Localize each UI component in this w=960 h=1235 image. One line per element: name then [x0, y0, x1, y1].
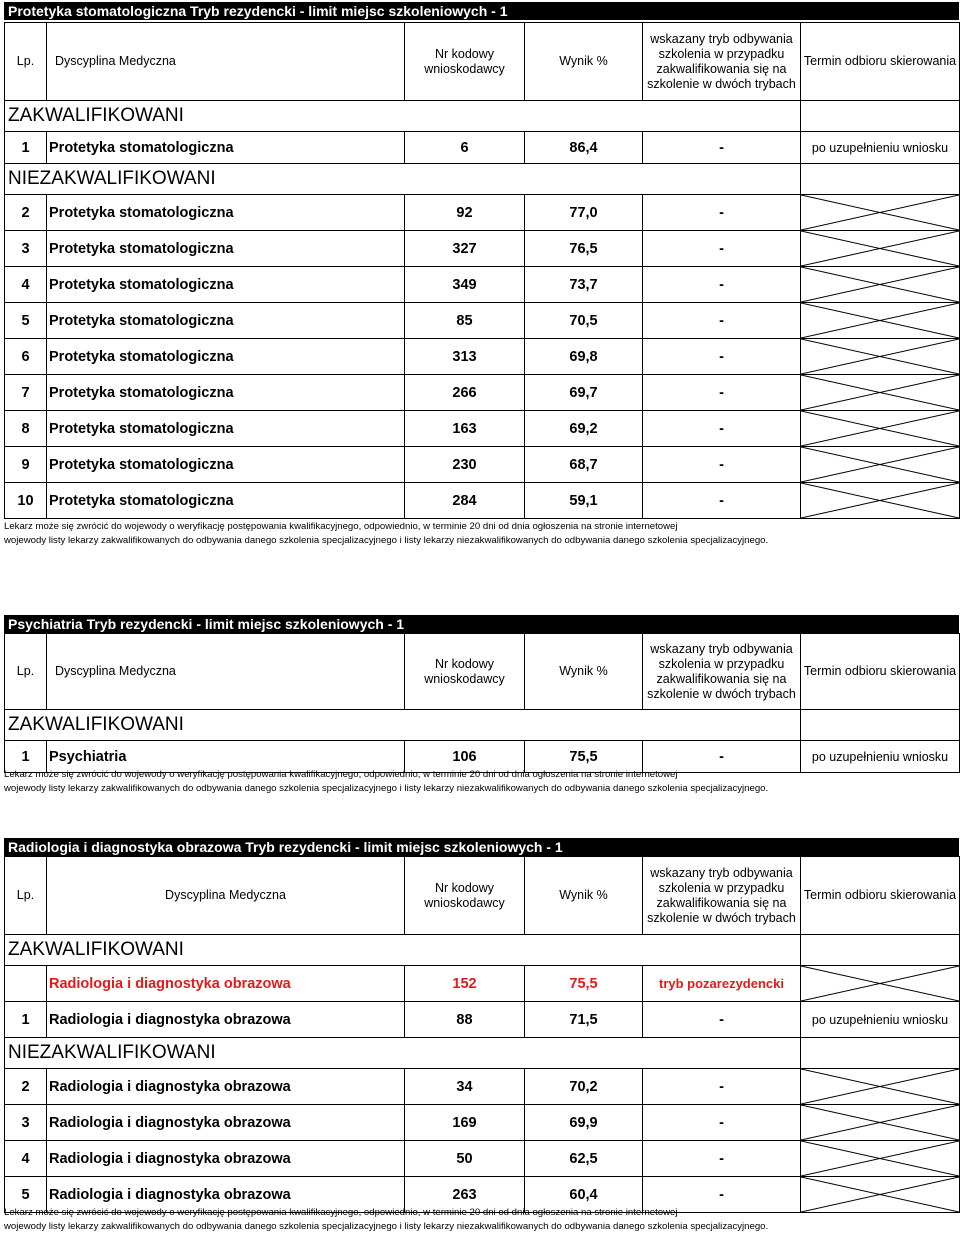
row-wynik: 75,5 [525, 741, 643, 773]
table-row [5, 303, 960, 339]
crossed-cell [801, 375, 960, 411]
row-dyscyplina: Protetyka stomatologiczna [47, 195, 405, 231]
crossed-cell [801, 1177, 960, 1213]
row-dyscyplina: Protetyka stomatologiczna [47, 303, 405, 339]
row-lp: 1 [5, 1002, 47, 1038]
cross-mark [801, 411, 959, 446]
row-lp: 4 [5, 1141, 47, 1177]
crossed-cell [801, 447, 960, 483]
row-kod: 169 [405, 1105, 525, 1141]
section-protetyka [4, 2, 960, 552]
header-dyscyplina: Dyscyplina Medyczna [47, 634, 405, 710]
row-lp: 7 [5, 375, 47, 411]
section-title: Protetyka stomatologiczna Tryb rezydencki - limit miejsc szkoleniowych - 1 [4, 2, 959, 20]
row-kod: 266 [405, 375, 525, 411]
header-wynik: Wynik % [525, 23, 643, 101]
section-radiologia [4, 838, 960, 1235]
row-kod: 327 [405, 231, 525, 267]
row-dyscyplina: Protetyka stomatologiczna [47, 132, 405, 164]
header-nr-kodowy: Nr kodowy wnioskodawcy [405, 23, 525, 101]
row-kod: 230 [405, 447, 525, 483]
row-dyscyplina: Radiologia i diagnostyka obrazowa [47, 1002, 405, 1038]
table-row [5, 483, 960, 519]
table-row-highlighted [5, 966, 960, 1002]
group-label: ZAKWALIFIKOWANI [5, 710, 801, 741]
row-kod: 50 [405, 1141, 525, 1177]
row-wynik: 60,4 [525, 1177, 643, 1213]
header-tryb: wskazany tryb odbywania szkolenia w przypadku zakwalifikowania się na szkolenie w dwóch trybach [643, 857, 801, 935]
row-lp: 2 [5, 195, 47, 231]
row-wynik: 75,5 [525, 966, 643, 1002]
row-kod: 284 [405, 483, 525, 519]
cross-mark [801, 1105, 959, 1140]
header-nr-kodowy: Nr kodowy wnioskodawcy [405, 857, 525, 935]
header-nr-kodowy: Nr kodowy wnioskodawcy [405, 634, 525, 710]
row-lp: 9 [5, 447, 47, 483]
table-row [5, 411, 960, 447]
row-termin: po uzupełnieniu wniosku [801, 1002, 960, 1038]
row-lp: 1 [5, 132, 47, 164]
group-header [5, 101, 960, 132]
row-wynik: 69,2 [525, 411, 643, 447]
row-dyscyplina: Protetyka stomatologiczna [47, 483, 405, 519]
table-row [5, 1141, 960, 1177]
row-wynik: 69,8 [525, 339, 643, 375]
group-empty-cell [801, 101, 960, 132]
results-table [4, 856, 960, 1213]
row-wynik: 71,5 [525, 1002, 643, 1038]
cross-mark [801, 483, 959, 518]
section-psychiatria [4, 615, 960, 800]
header-termin: Termin odbioru skierowania [801, 634, 960, 710]
row-lp: 1 [5, 741, 47, 773]
row-dyscyplina: Protetyka stomatologiczna [47, 231, 405, 267]
appeal-note [4, 520, 768, 548]
results-table [4, 22, 960, 519]
crossed-cell [801, 483, 960, 519]
group-label: NIEZAKWALIFIKOWANI [5, 1038, 801, 1069]
row-kod: 106 [405, 741, 525, 773]
header-dyscyplina: Dyscyplina Medyczna [47, 857, 405, 935]
group-label: NIEZAKWALIFIKOWANI [5, 164, 801, 195]
row-kod: 6 [405, 132, 525, 164]
row-wynik: 86,4 [525, 132, 643, 164]
row-lp: 10 [5, 483, 47, 519]
cross-mark [801, 447, 959, 482]
row-dyscyplina: Protetyka stomatologiczna [47, 411, 405, 447]
row-tryb: - [643, 483, 801, 519]
row-tryb: - [643, 1141, 801, 1177]
row-wynik: 69,9 [525, 1105, 643, 1141]
row-tryb: - [643, 303, 801, 339]
cross-mark [801, 1141, 959, 1176]
row-dyscyplina: Radiologia i diagnostyka obrazowa [47, 966, 405, 1002]
group-label: ZAKWALIFIKOWANI [5, 935, 801, 966]
group-header [5, 935, 960, 966]
note-line-1: Lekarz może się zwrócić do wojewody o weryfikację postępowania kwalifikacyjnego, odpowiednio, w terminie 20 dni od dnia ogłoszenia na stronie internetowej [4, 521, 678, 532]
row-kod: 92 [405, 195, 525, 231]
row-dyscyplina: Radiologia i diagnostyka obrazowa [47, 1177, 405, 1213]
row-lp [5, 966, 47, 1002]
cross-mark [801, 303, 959, 338]
table-row [5, 231, 960, 267]
row-tryb: - [643, 411, 801, 447]
row-tryb: - [643, 1002, 801, 1038]
row-wynik: 77,0 [525, 195, 643, 231]
crossed-cell [801, 1141, 960, 1177]
row-dyscyplina: Radiologia i diagnostyka obrazowa [47, 1141, 405, 1177]
row-tryb: tryb pozarezydencki [643, 966, 801, 1002]
table-row [5, 1069, 960, 1105]
crossed-cell [801, 966, 960, 1002]
cross-mark [801, 1069, 959, 1104]
note-line-2: wojewody listy lekarzy zakwalifikowanych do odbywania danego szkolenia specjalizacyjnego i listy lekarzy niezakwalifikowanych do odbywania danego szkolenia specjalizacyjnego. [4, 1221, 769, 1232]
row-kod: 34 [405, 1069, 525, 1105]
crossed-cell [801, 1069, 960, 1105]
row-kod: 152 [405, 966, 525, 1002]
row-lp: 2 [5, 1069, 47, 1105]
header-lp: Lp. [5, 23, 47, 101]
row-dyscyplina: Protetyka stomatologiczna [47, 375, 405, 411]
group-empty-cell [801, 710, 960, 741]
cross-mark [801, 231, 959, 266]
row-kod: 349 [405, 267, 525, 303]
header-tryb: wskazany tryb odbywania szkolenia w przypadku zakwalifikowania się na szkolenie w dwóch trybach [643, 634, 801, 710]
row-wynik: 70,2 [525, 1069, 643, 1105]
crossed-cell [801, 339, 960, 375]
row-tryb: - [643, 231, 801, 267]
row-tryb: - [643, 447, 801, 483]
row-tryb: - [643, 741, 801, 773]
cross-mark [801, 267, 959, 302]
cross-mark [801, 375, 959, 410]
table-row [5, 132, 960, 164]
row-lp: 3 [5, 1105, 47, 1141]
row-tryb: - [643, 1177, 801, 1213]
row-wynik: 76,5 [525, 231, 643, 267]
note-line-1: Lekarz może się zwrócić do wojewody o weryfikację postępowania kwalifikacyjnego, odpowiednio, w terminie 20 dni od dnia ogłoszenia na stronie internetowej [4, 769, 678, 780]
crossed-cell [801, 231, 960, 267]
group-empty-cell [801, 1038, 960, 1069]
row-termin: po uzupełnieniu wniosku [801, 741, 960, 773]
row-lp: 8 [5, 411, 47, 447]
header-termin: Termin odbioru skierowania [801, 23, 960, 101]
row-dyscyplina: Radiologia i diagnostyka obrazowa [47, 1105, 405, 1141]
row-dyscyplina: Psychiatria [47, 741, 405, 773]
table-row [5, 339, 960, 375]
row-tryb: - [643, 339, 801, 375]
row-kod: 263 [405, 1177, 525, 1213]
note-line-1: Lekarz może się zwrócić do wojewody o weryfikację postępowania kwalifikacyjnego, odpowiednio, w terminie 20 dni od dnia ogłoszenia na stronie internetowej [4, 1207, 678, 1218]
crossed-cell [801, 411, 960, 447]
header-wynik: Wynik % [525, 634, 643, 710]
header-wynik: Wynik % [525, 857, 643, 935]
cross-mark [801, 1177, 959, 1212]
table-row [5, 195, 960, 231]
row-tryb: - [643, 267, 801, 303]
row-kod: 313 [405, 339, 525, 375]
table-row [5, 1002, 960, 1038]
crossed-cell [801, 267, 960, 303]
appeal-note [4, 768, 768, 796]
table-row [5, 1105, 960, 1141]
crossed-cell [801, 195, 960, 231]
cross-mark [801, 195, 959, 230]
row-lp: 3 [5, 231, 47, 267]
note-line-2: wojewody listy lekarzy zakwalifikowanych do odbywania danego szkolenia specjalizacyjnego i listy lekarzy niezakwalifikowanych do odbywania danego szkolenia specjalizacyjnego. [4, 783, 769, 794]
table-header [5, 23, 960, 101]
row-wynik: 68,7 [525, 447, 643, 483]
section-title: Psychiatria Tryb rezydencki - limit miejsc szkoleniowych - 1 [4, 615, 959, 633]
row-dyscyplina: Protetyka stomatologiczna [47, 267, 405, 303]
row-lp: 5 [5, 1177, 47, 1213]
row-tryb: - [643, 1069, 801, 1105]
group-header [5, 1038, 960, 1069]
crossed-cell [801, 1105, 960, 1141]
group-header [5, 710, 960, 741]
crossed-cell [801, 303, 960, 339]
table-header [5, 634, 960, 710]
row-tryb: - [643, 375, 801, 411]
row-wynik: 62,5 [525, 1141, 643, 1177]
group-label: ZAKWALIFIKOWANI [5, 101, 801, 132]
cross-mark [801, 339, 959, 374]
row-dyscyplina: Protetyka stomatologiczna [47, 339, 405, 375]
row-kod: 85 [405, 303, 525, 339]
row-wynik: 59,1 [525, 483, 643, 519]
group-empty-cell [801, 935, 960, 966]
row-lp: 4 [5, 267, 47, 303]
results-table [4, 633, 960, 773]
header-tryb: wskazany tryb odbywania szkolenia w przypadku zakwalifikowania się na szkolenie w dwóch trybach [643, 23, 801, 101]
note-line-2: wojewody listy lekarzy zakwalifikowanych do odbywania danego szkolenia specjalizacyjnego i listy lekarzy niezakwalifikowanych do odbywania danego szkolenia specjalizacyjnego. [4, 535, 769, 546]
row-wynik: 73,7 [525, 267, 643, 303]
row-termin: po uzupełnieniu wniosku [801, 132, 960, 164]
table-header [5, 857, 960, 935]
row-dyscyplina: Radiologia i diagnostyka obrazowa [47, 1069, 405, 1105]
row-tryb: - [643, 1105, 801, 1141]
section-title: Radiologia i diagnostyka obrazowa Tryb rezydencki - limit miejsc szkoleniowych - 1 [4, 838, 959, 856]
header-termin: Termin odbioru skierowania [801, 857, 960, 935]
table-row [5, 375, 960, 411]
table-row [5, 447, 960, 483]
row-tryb: - [643, 132, 801, 164]
appeal-note [4, 1206, 768, 1234]
header-dyscyplina: Dyscyplina Medyczna [47, 23, 405, 101]
header-lp: Lp. [5, 857, 47, 935]
group-empty-cell [801, 164, 960, 195]
row-lp: 6 [5, 339, 47, 375]
header-lp: Lp. [5, 634, 47, 710]
table-row [5, 267, 960, 303]
group-header [5, 164, 960, 195]
row-lp: 5 [5, 303, 47, 339]
row-kod: 88 [405, 1002, 525, 1038]
row-wynik: 69,7 [525, 375, 643, 411]
row-dyscyplina: Protetyka stomatologiczna [47, 447, 405, 483]
row-tryb: - [643, 195, 801, 231]
row-wynik: 70,5 [525, 303, 643, 339]
row-kod: 163 [405, 411, 525, 447]
cross-mark [801, 966, 959, 1001]
